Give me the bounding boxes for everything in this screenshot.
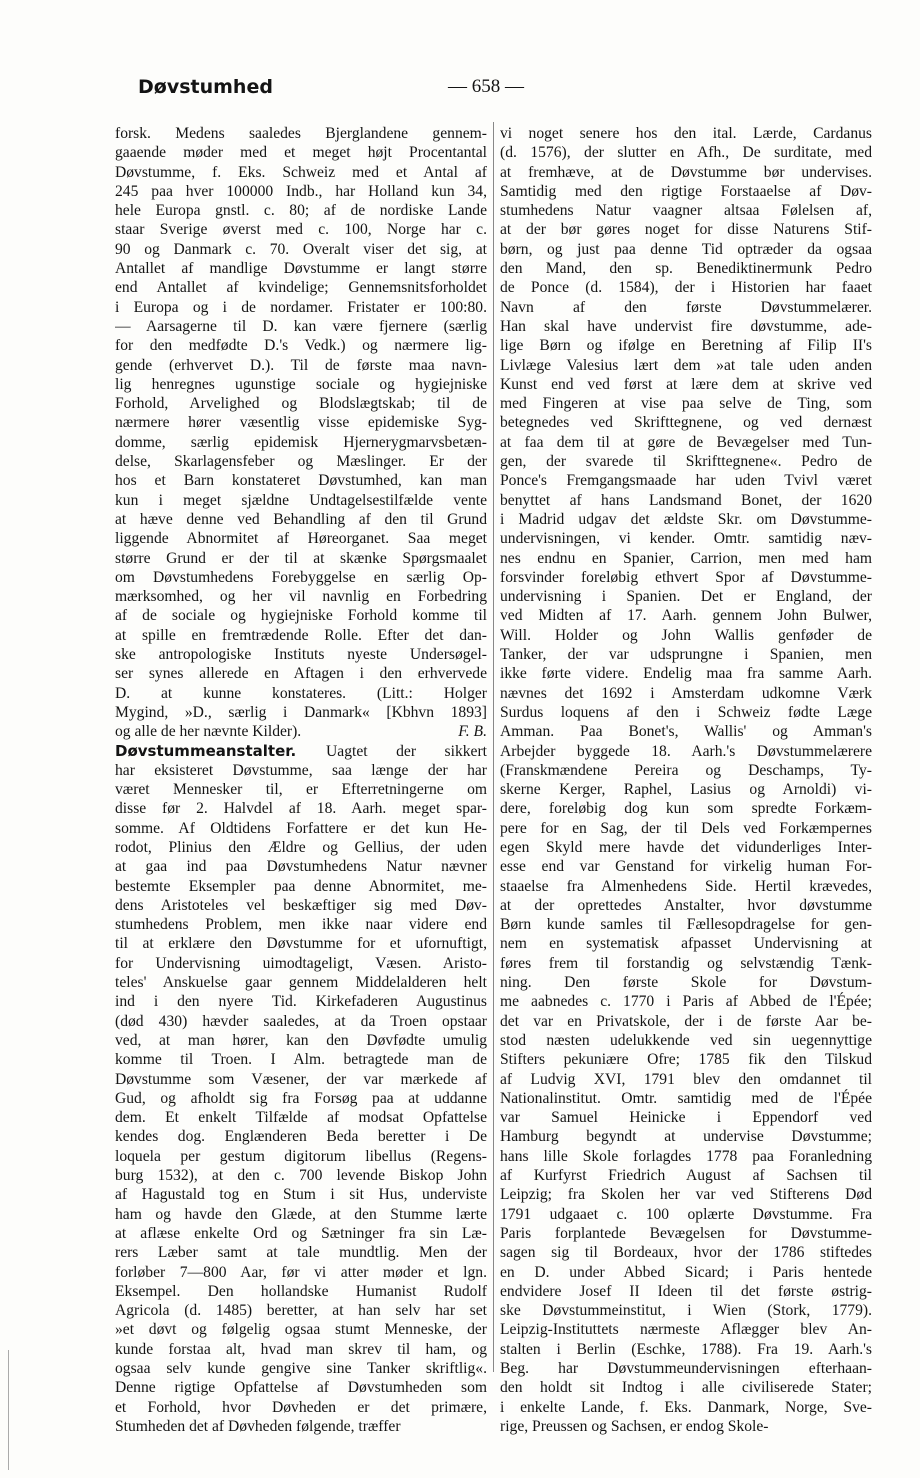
text-line: somme. Af Oldtidens Forfattere er det kun He- <box>115 819 487 837</box>
right-column <box>500 124 872 1436</box>
text-line: Børn kunde samles til Fællesopdragelse for gen- <box>500 916 872 934</box>
text-line: Gud, og afholdt sig fra Forsøg paa at uddanne <box>115 1089 487 1107</box>
text-line: nem en systematisk afpasset Undervisning at <box>500 935 872 953</box>
entry-heading: Døvstummeanstalter. <box>115 741 327 760</box>
text-line: rodot, Plinius den Ældre og Gellius, der uden <box>115 838 487 856</box>
text-line: 245 paa hver 100000 Indb., har Holland kun 34, <box>115 182 487 200</box>
text-line: at gaa ind paa Døvstumhedens Natur nævner <box>115 858 487 876</box>
text-line: mærksomhed, og her vil navnlig en Forbedring <box>115 588 487 606</box>
text-line: om Døvstumhedens Forebyggelse en særlig Op- <box>115 568 487 586</box>
text-line: Han skal have undervist fire døvstumme, ade- <box>500 317 872 335</box>
text-line: forsvinder foreløbig ethvert Spor af Døvstumme- <box>500 568 872 586</box>
text-line: rige, Preussen og Sachsen, er endog Skole- <box>500 1417 769 1435</box>
text-line: 1791 udgaaet c. 100 oplærte Døvstumme. Fra <box>500 1205 872 1223</box>
text-line: stumhedens Problem, men ikke naar videre end <box>115 916 487 934</box>
text-line: D. at kunne konstateres. (Litt.: Holger <box>115 684 487 702</box>
text-line: gaaende møder med et meget højt Procentantal <box>115 144 487 162</box>
text-line: (Franskmændene Pereira og Deschamps, Ty- <box>500 761 872 779</box>
text-line: staaelse fra Almenhedens Side. Hertil krævedes, <box>500 877 872 895</box>
text-line: ske Døvstummeinstitut, i Wien (Stork, 1779). <box>500 1302 872 1320</box>
entry-heading-text: Uagtet der sikkert <box>326 742 487 760</box>
text-line <box>115 742 487 761</box>
text-line: (d. 1576), der slutter en Afh., De surditate, med <box>500 144 872 162</box>
text-line: Arbejder byggede 18. Aarh.'s Døvstummelærere <box>500 742 872 760</box>
text-line: at spille en fremtrædende Rolle. Efter det dan- <box>115 626 487 644</box>
text-line: i Europa og i de nordamer. Fristater er 100:80. <box>115 298 487 316</box>
text-line: de Ponce (d. 1584), der i Historien har faaet <box>500 279 872 297</box>
text-line: Antallet af mandlige Døvstumme er langt større <box>115 260 487 278</box>
text-line: kun i meget sjældne Undtagelsestilfælde vente <box>115 491 487 509</box>
text-line: af de sociale og hygiejniske Forhold komme til <box>115 607 487 625</box>
text-line: til at erklære den Døvstumme for et ufornuftigt, <box>115 935 487 953</box>
text-line: i enkelte Lande, f. Eks. Danmark, Norge, Sve- <box>500 1398 872 1416</box>
text-line: Døvstumme, f. Eks. Schweiz med et Antal af <box>115 163 487 181</box>
text-line: (død 430) hævder saaledes, at da Troen opstaar <box>115 1012 487 1030</box>
text-line: skerne Kerger, Raphel, Lasius og Arnoldi) vi- <box>500 781 872 799</box>
text-line: dere, foreløbig dog kun som spredte Forkæm- <box>500 800 872 818</box>
text-line: disse før 2. Halvdel af 18. Aarh. meget spar- <box>115 800 487 818</box>
left-column <box>115 124 487 1436</box>
text-line: Stumheden det af Døvheden følgende, træffer <box>115 1417 401 1435</box>
text-line: at faa dem til at gøre de Bevægelser med Tun- <box>500 433 872 451</box>
text-line: Eksempel. Den hollandske Humanist Rudolf <box>115 1282 487 1300</box>
text-line: ham og havde den Glæde, at den Stumme lærte <box>115 1205 487 1223</box>
text-line: Samtidig med den rigtige Forstaaelse af Døv- <box>500 182 872 200</box>
text-line: vi noget senere hos den ital. Lærde, Cardanus <box>500 125 872 142</box>
text-line: Surdus loquens af den i Schweiz fødte Læge <box>500 703 872 721</box>
page-number: — 658 — <box>448 76 524 97</box>
text-line: i Madrid udgav det ældste Skr. om Døvstumme- <box>500 510 872 528</box>
text-line: af Kurfyrst Friedrich August af Sachsen til <box>500 1167 872 1185</box>
text-line: betegnedes ved Skrifttegnene, og ved dernæst <box>500 414 872 432</box>
text-line: et Forhold, hvor Døvheden er det primære, <box>115 1398 487 1416</box>
text-line: egen Skyld mere havde det vidunderliges Inter- <box>500 838 872 856</box>
text-line: liggende Abnormitet af Høreorganet. Saa meget <box>115 530 487 548</box>
text-line: ogsaa selv kunde gengive sine Tanker skriftlig«. <box>115 1360 487 1377</box>
text-line: forsk. Medens saaledes Bjerglandene gennem- <box>115 125 487 142</box>
text-line: nærmere hører væsentlig visse epidemiske Syg- <box>115 414 487 432</box>
text-line: hos et Barn konstateret Døvstumhed, kan man <box>115 472 487 490</box>
text-line: »et døvt og følgelig ogsaa stumt Menneske, der <box>115 1321 487 1339</box>
text-line: Denne rigtige Opfattelse af Døvstumheden som <box>115 1379 487 1397</box>
text-line: var Samuel Heinicke i Eppendorf ved <box>500 1109 872 1127</box>
text-line: ske antropologiske Instituts nyeste Undersøgel- <box>115 646 487 664</box>
text-line: den Mand, den sp. Benediktinermunk Pedro <box>500 260 872 278</box>
text-line: Nationalinstitut. Omtr. samtidig med de l'Épée <box>500 1089 872 1107</box>
text-line: komme til Troen. I Alm. betragtede man de <box>115 1051 487 1069</box>
text-line: Will. Holder og John Wallis genføder de <box>500 626 872 644</box>
text-line: Kunst end ved først at lære dem at skrive ved <box>500 375 872 393</box>
text-line: benyttet af hans Landsmand Bonet, der 1620 <box>500 491 872 509</box>
page-header <box>138 76 878 106</box>
text-line: været Mennesker til, er Efterretningerne om <box>115 781 487 799</box>
text-line: stalten i Berlin (Eschke, 1788). Fra 19. Aarh.'s <box>500 1340 872 1358</box>
text-line: kunde forstaa alt, hvad man skrev til ham, og <box>115 1340 487 1358</box>
text-line: den holdt sit Indtog i alle civiliserede Stater; <box>500 1379 872 1397</box>
text-line: bestemte Eksempler paa denne Abnormitet, me- <box>115 877 487 895</box>
text-line: loquela per gestum digitorum libellus (Regens- <box>115 1147 487 1165</box>
text-line: børn, og just paa denne Tid optræder da ogsaa <box>500 240 872 258</box>
text-line: at aflæse enkelte Ord og Sætninger fra sin Læ- <box>115 1224 487 1242</box>
author-signature: F. B. <box>458 723 487 741</box>
text-line: at fremhæve, at de Døvstumme bør undervises. <box>500 163 872 181</box>
text-line: endvidere Josef II Ideen til det første østrig- <box>500 1282 872 1300</box>
text-line: Forhold, Arvelighed og Blodslægtskab; til de <box>115 395 487 413</box>
text-line: Leipzig-Instituttets nærmeste Aflægger blev An- <box>500 1321 872 1339</box>
text-line: burg 1532), at den c. 700 levende Biskop John <box>115 1167 487 1185</box>
text-line: Agricola (d. 1485) beretter, at han selv har set <box>115 1302 487 1320</box>
text-line: Hamburg begyndt at undervise Døvstumme; <box>500 1128 872 1146</box>
text-line: rers Læber samt at tale mundtlig. Men der <box>115 1244 487 1262</box>
text-line: at der oprettedes Anstalter, hvor døvstumme <box>500 896 872 914</box>
page-edge-mark <box>8 1350 9 1470</box>
text-line: nes endnu en Spanier, Carrion, men med ham <box>500 549 872 567</box>
text-line: større Grund er der til at skænke Spørgsmaalet <box>115 549 487 567</box>
text-line: teles' Anskuelse gaar gennem Middelalderen helt <box>115 974 487 992</box>
text-line: det var en Privatskole, der i de første Aar be- <box>500 1012 872 1030</box>
running-headword: Døvstumhed <box>138 76 273 98</box>
text-line: af Ludvig XVI, 1791 blev den omdannet til <box>500 1070 872 1088</box>
line-text: og alle de her nævnte Kilder). <box>115 723 302 741</box>
text-line: 90 og Danmark c. 70. Overalt viser det sig, at <box>115 240 487 258</box>
text-line: for den medfødte D.'s Vedk.) og nærmere lig- <box>115 337 487 355</box>
text-line <box>115 722 487 741</box>
text-line: hele Europa gnstl. c. 80; af de nordiske Lande <box>115 202 487 220</box>
text-line: for Undervisning uimodtageligt, Væsen. Aristo- <box>115 954 487 972</box>
text-line: — Aarsagerne til D. kan være fjernere (særlig <box>115 317 487 335</box>
column-divider <box>493 122 494 1372</box>
text-line: Tanker, der var udsprungne i Spanien, men <box>500 646 872 664</box>
text-line: ning. Den første Skole for Døvstum- <box>500 974 872 992</box>
text-line: forløber 7—800 Aar, før vi atter møder et lgn. <box>115 1263 487 1281</box>
text-line: domme, særlig epidemisk Hjernerygmarvsbetæn- <box>115 433 487 451</box>
text-line: gende (erhvervet D.). Til de første maa navn- <box>115 356 487 374</box>
text-line: Stifters pekuniære Ofre; 1785 fik den Tilskud <box>500 1051 872 1069</box>
text-line: end Antallet af kvindelige; Gennemsnitsforholdet <box>115 279 487 297</box>
text-line: har eksisteret Døvstumme, saa længe der har <box>115 761 487 779</box>
text-line: nævnes det 1692 i Amsterdam udkomne Værk <box>500 684 872 702</box>
text-line: med Fingeren at vise paa selve de Ting, som <box>500 395 872 413</box>
text-line: stumhedens Natur vaagner altsaa Følelsen af, <box>500 202 872 220</box>
text-line: esse end var Genstand for virkelig human For- <box>500 858 872 876</box>
text-line: ind i den nyere Tid. Kirkefaderen Augustinus <box>115 993 487 1011</box>
text-line: staar Sverige øverst med c. 100, Norge har c. <box>115 221 487 239</box>
text-line: at hæve denne ved Behandling af den til Grund <box>115 510 487 528</box>
text-line: en D. under Abbed Sicard; i Paris hentede <box>500 1263 872 1281</box>
text-line: delse, Skarlagensfeber og Mæslinger. Er der <box>115 453 487 471</box>
text-line: Mygind, »D., særlig i Danmark« [Kbhvn 1893] <box>115 703 487 721</box>
text-line: ved Midten af 17. Aarh. gennem John Bulwer, <box>500 607 872 625</box>
text-line: at der bør gøres noget for disse Naturens Stif- <box>500 221 872 239</box>
text-line: af Hagustald tog en Stum i sit Hus, underviste <box>115 1186 487 1204</box>
text-line: ved, at man hører, kan den Døvfødte umulig <box>115 1031 487 1049</box>
text-line: hans lille Skole forlagdes 1778 paa Foranledning <box>500 1147 872 1165</box>
text-line: kendes dog. Englænderen Beda beretter i De <box>115 1128 487 1146</box>
text-line: Navn af den første Døvstummelærer. <box>500 298 872 316</box>
text-line: dem. Et enkelt Tilfælde af modsat Opfattelse <box>115 1109 487 1127</box>
text-line: Livlæge Valesius lært dem »at tale uden anden <box>500 356 872 374</box>
text-line: Ponce's Fremgangsmaade har uden Tvivl været <box>500 472 872 490</box>
text-line: pere for en Sag, der til Dels ved Forkæmpernes <box>500 819 872 837</box>
text-line: gen, der svarede til Skrifttegnene«. Pedro de <box>500 453 872 471</box>
text-line: Paris forplantede Bevægelsen for Døvstumme- <box>500 1224 872 1242</box>
text-line: dens Aristoteles vel beskæftiger sig med Døv- <box>115 896 487 914</box>
text-line: stod næsten udelukkende ved sin uegennyttige <box>500 1031 872 1049</box>
text-line: lig henregnes ugunstige sociale og hygiejniske <box>115 375 487 393</box>
text-line: me aabnedes c. 1770 i Paris af Abbed de l'Épée; <box>500 993 872 1011</box>
text-line: undervisning i Spanien. Det er England, der <box>500 588 872 606</box>
text-line: ikke førte videre. Endelig maa fra samme Aarh. <box>500 665 872 683</box>
text-line: føres frem til forstandig og selvstændig Tænk- <box>500 954 872 972</box>
text-line: sagen sig til Bordeaux, hvor der 1786 stiftedes <box>500 1244 872 1262</box>
text-line: Amman. Paa Bonet's, Wallis' og Amman's <box>500 723 872 741</box>
text-line: Beg. har Døvstummeundervisningen efterhaan- <box>500 1360 872 1377</box>
text-line: lige Børn og ifølge en Beretning af Filip II's <box>500 337 872 355</box>
text-line: Leipzig; fra Skolen her var ved Stifterens Død <box>500 1186 872 1204</box>
text-line: ser synes allerede en Aftagen i den erhvervede <box>115 665 487 683</box>
text-line: Døvstumme som Væsener, der var mærkede af <box>115 1070 487 1088</box>
text-line: undervisningen, vi kender. Omtr. samtidig næv- <box>500 530 872 548</box>
